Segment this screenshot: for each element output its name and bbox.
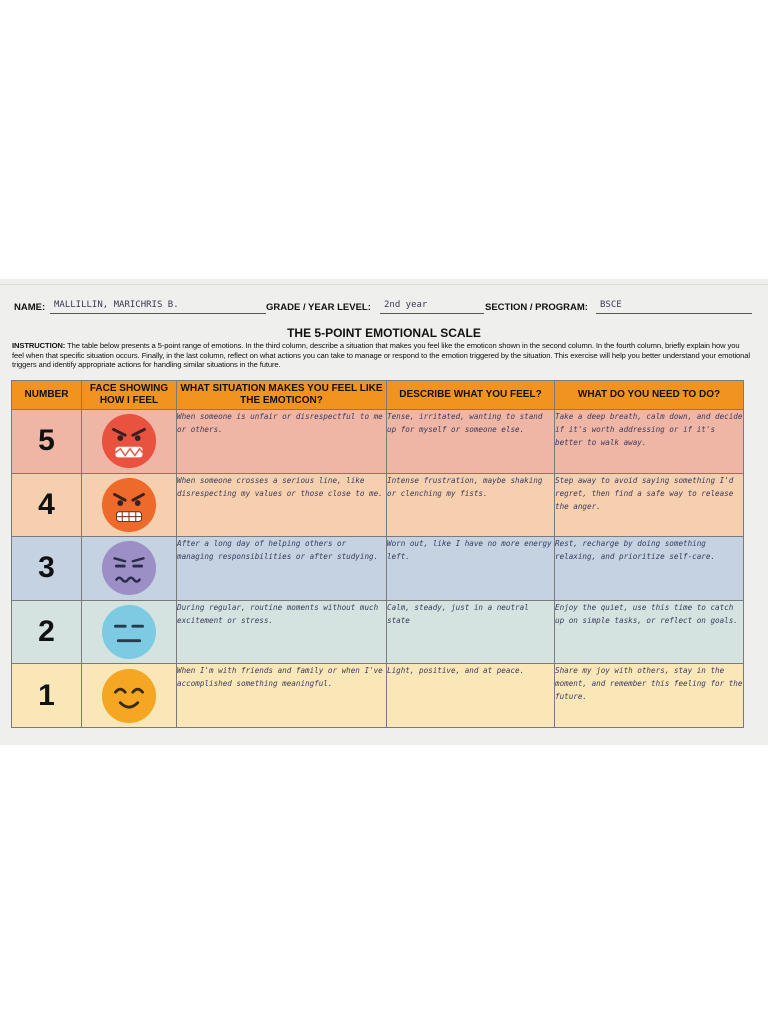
situation-cell[interactable]: After a long day of helping others or managing responsibilities or after studying. [177, 537, 387, 601]
exhausted-face-icon [100, 539, 158, 597]
todo-cell[interactable]: Rest, recharge by doing something relaxing, and prioritize self-care. [555, 537, 744, 601]
grade-field[interactable]: 2nd year [380, 298, 484, 314]
instruction-lead: INSTRUCTION: [12, 341, 66, 350]
table-header-row [12, 381, 744, 410]
situation-cell[interactable]: When I'm with friends and family or when I've accomplished something meaningful. [177, 664, 387, 728]
situation-cell[interactable]: When someone is unfair or disrespectful to me or others. [177, 410, 387, 474]
column-header-face: FACE SHOWING HOW I FEEL [82, 381, 177, 410]
todo-cell[interactable]: Take a deep breath, calm down, and decide if it's worth addressing or if it's better to walk away. [555, 410, 744, 474]
neutral-face-icon [100, 603, 158, 661]
column-header-feel: DESCRIBE WHAT YOU FEEL? [387, 381, 555, 410]
grade-label: GRADE / YEAR LEVEL: [266, 302, 371, 313]
name-field[interactable]: MALLILLIN, MARICHRIS B. [50, 298, 266, 314]
row-number: 2 [12, 600, 82, 664]
feel-cell[interactable]: Intense frustration, maybe shaking or clenching my fists. [387, 473, 555, 537]
row-number: 1 [12, 664, 82, 728]
table-row [12, 473, 744, 537]
face-cell [82, 410, 177, 474]
section-label: SECTION / PROGRAM: [485, 302, 588, 313]
todo-cell[interactable]: Enjoy the quiet, use this time to catch up on simple tasks, or reflect on goals. [555, 600, 744, 664]
name-label: NAME: [14, 302, 46, 313]
table-row [12, 600, 744, 664]
column-header-number: NUMBER [12, 381, 82, 410]
column-header-situation: WHAT SITUATION MAKES YOU FEEL LIKE THE EMOTICON? [177, 381, 387, 410]
row-number: 4 [12, 473, 82, 537]
section-field[interactable]: BSCE [596, 298, 752, 314]
face-cell [82, 473, 177, 537]
feel-cell[interactable]: Light, positive, and at peace. [387, 664, 555, 728]
column-header-todo: WHAT DO YOU NEED TO DO? [555, 381, 744, 410]
feel-cell[interactable]: Calm, steady, just in a neutral state [387, 600, 555, 664]
furious-face-icon [100, 412, 158, 470]
instruction-body: The table below presents a 5-point range of emotions. In the third column, describe a situation that makes you feel like the emoticon shown in the second column. In the fourth column, briefly explain how you feel when that specific situation occurs. Finally, in the last column, reflect on what actions you can take to manage or respond to the emotion triggered by the situation. This exercise will help you better understand your emotional triggers and identify appropriate actions for handling similar situations in the future. [12, 341, 750, 369]
emotional-scale-table [11, 380, 744, 728]
smiling-face-icon [100, 667, 158, 725]
feel-cell[interactable]: Worn out, like I have no more energy left. [387, 537, 555, 601]
face-cell [82, 664, 177, 728]
row-number: 3 [12, 537, 82, 601]
situation-cell[interactable]: During regular, routine moments without much excitement or stress. [177, 600, 387, 664]
todo-cell[interactable]: Step away to avoid saying something I'd regret, then find a safe way to release the anger. [555, 473, 744, 537]
angry-face-icon [100, 476, 158, 534]
student-info-row [12, 298, 756, 318]
todo-cell[interactable]: Share my joy with others, stay in the moment, and remember this feeling for the future. [555, 664, 744, 728]
worksheet-title: THE 5-POINT EMOTIONAL SCALE [287, 326, 481, 340]
row-number: 5 [12, 410, 82, 474]
situation-cell[interactable]: When someone crosses a serious line, like disrespecting my values or those close to me. [177, 473, 387, 537]
table-row [12, 537, 744, 601]
face-cell [82, 600, 177, 664]
feel-cell[interactable]: Tense, irritated, wanting to stand up for myself or someone else. [387, 410, 555, 474]
instruction-text [12, 341, 752, 370]
paper-edge [0, 284, 768, 285]
table-row [12, 664, 744, 728]
table-row [12, 410, 744, 474]
face-cell [82, 537, 177, 601]
